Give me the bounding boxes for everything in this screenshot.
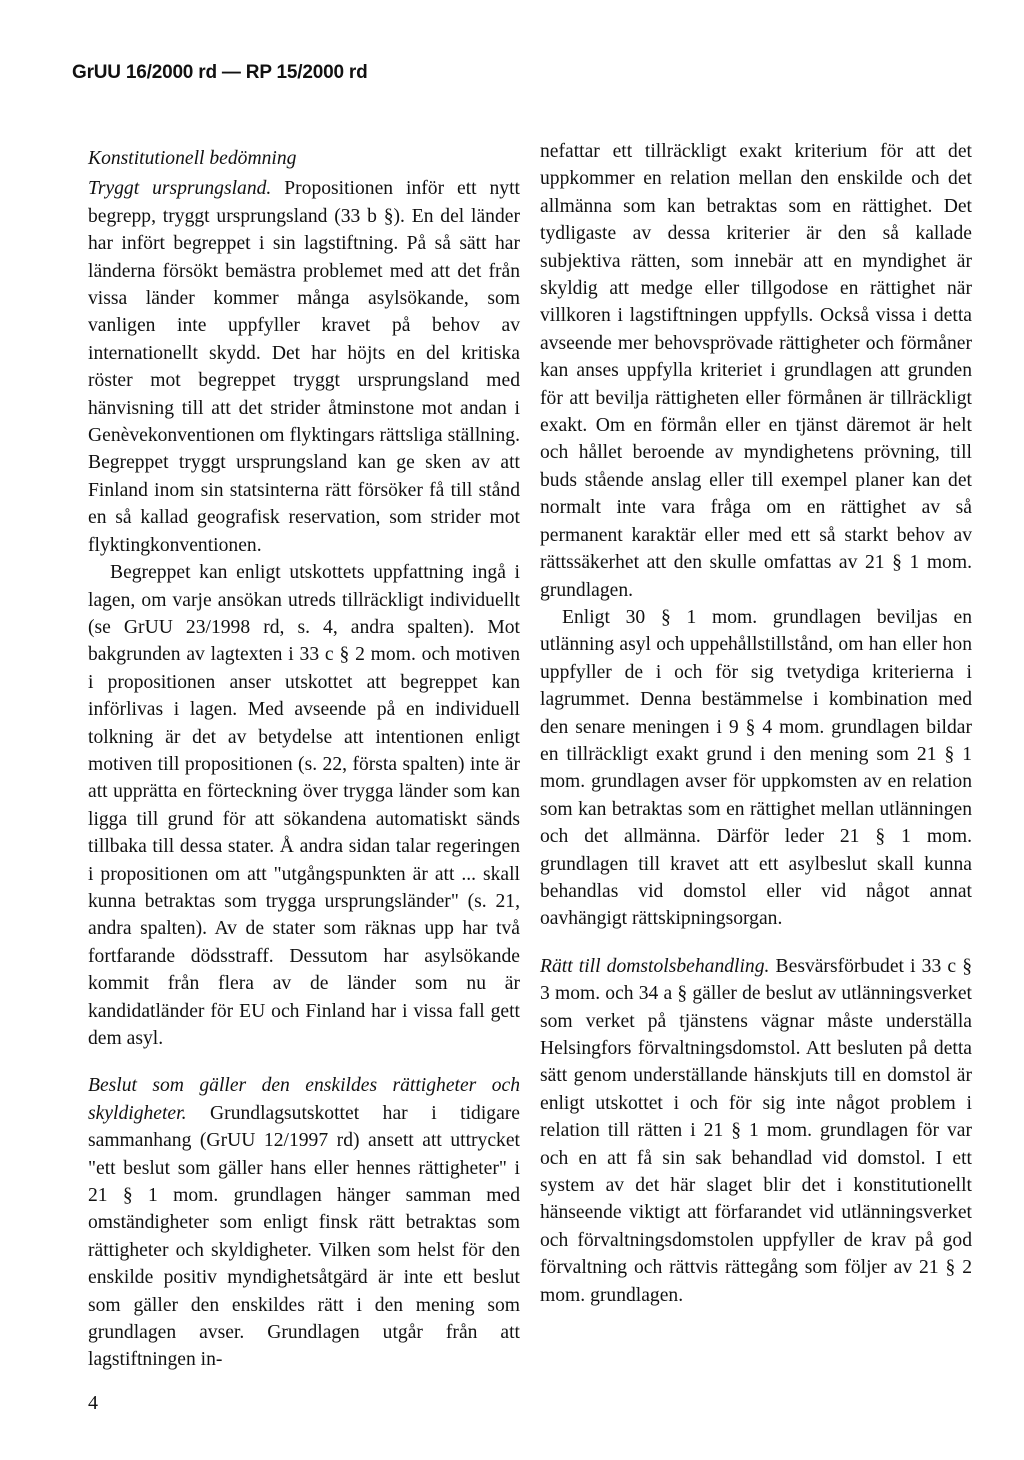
paragraph-tryggt-ursprungsland <box>88 175 520 559</box>
paragraph-continuation: nefattar ett tillräckligt exakt kriterium för att det uppkommer en relation mellan den enskilde och det allmänna som kan betraktas som en rättighet. Det tydligaste av dessa kriterier är den så kallade subjektiva rätten, som innebär att en myndighet är skyldig att medge eller tillgodose en rättighet när villkoren i lagstiftningen uppfylls. Också vissa i detta avseende mer behovsprövade rättigheter och förmåner kan anses uppfylla kriteriet i grundlagen att grunden för att bevilja rättigheten eller förmånen är tillräckligt exakt. Om en förmån eller en tjänst däremot är helt och hållet beroende av myndighetens prövning, till buds stående anslag eller till exempel planer kan det normalt inte vara fråga om en rättighet av så permanent karaktär eller med ett så starkt behov av rättssäkerhet att den skulle omfattas av 21 § 1 mom. grundlagen. <box>540 141 972 601</box>
run-in-heading: Tryggt ursprungsland. <box>88 178 272 200</box>
right-column <box>540 138 972 1309</box>
paragraph-ratt-till-domstol <box>540 953 972 1309</box>
page-number: 4 <box>88 1392 98 1414</box>
paragraph-text: Grundlagsutskottet har i tidigare sammanhang (GrUU 12/1997 rd) ansett att uttrycket "ett beslut som gäller hans eller hennes rättigheter" i 21 § 1 mom. grundlagen hänger samman med omständigheter som enligt finsk rätt betraktas som rättigheter och skyldigheter. Vilken som helst för den enskilde positiv myndighetsåtgärd är inte ett beslut som gäller den enskildes rätt i den mening som grundlagen avser. Grundlagen utgår från att lagstiftningen in- <box>88 1102 520 1371</box>
left-column <box>88 145 520 1374</box>
running-header: GrUU 16/2000 rd — RP 15/2000 rd <box>72 62 368 83</box>
run-in-heading: Rätt till domstolsbehandling. <box>540 955 770 977</box>
paragraph-text: Propositionen inför ett nytt begrepp, tryggt ursprungsland (33 b §). En del länder har infört begreppet i sin lagstiftning. På så sätt har länderna försökt bemästra problemet med att det från vissa länder kommer många asylsökande, som vanligen inte uppfyller kravet på behov av internationellt skydd. Det har höjts en del kritiska röster mot begreppet tryggt ursprungsland med hänvisning till att det strider åtminstone mot andan i Genèvekonventionen om flyktingars rättsliga ställning. Begreppet tryggt ursprungsland kan ge sken av att Finland inom sin statsinterna rätt försöker få till stånd en så kallad geografisk reservation, som strider mot flyktingkonventionen. <box>88 178 520 556</box>
section-title: Konstitutionell bedömning <box>88 148 297 169</box>
paragraph-text: Besvärsförbudet i 33 c § 3 mom. och 34 a § gäller de beslut av utlänningsverket som verket på tjänstens vägnar måste underställa Helsingfors förvaltningsdomstol. Att besluten på detta sätt genom underställande hänskjuts till en domstol är enligt utskottet i och för sig inte något problem i relation till rätten i 21 § 1 mom. grundlagen för var och en att få sin sak behandlad vid domstol. I ett system av det här slaget blir det i konstitutionellt hänseende viktigt att förfarandet vid utlänningsverket och förvaltningsdomstolen uppfyller de krav på god förvaltning och rättvis rättegång som följer av 21 § 2 mom. grundlagen. <box>540 955 972 1306</box>
paragraph-beslut <box>88 1072 520 1373</box>
paragraph-begreppet: Begreppet kan enligt utskottets uppfattning ingå i lagen, om varje ansökan utreds tillräckligt individuellt (se GrUU 23/1998 rd, s. 4, andra spalten). Mot bakgrunden av lagtexten i 33 c § 2 mom. och motiven i propositionen anser utskottet att begreppet kan införlivas i lagen. Med avseende på en individuell tolkning är det av betydelse att intentionen enligt motiven till propositionen (s. 22, första spalten) inte är att upprätta en förteckning över trygga länder som kan ligga till grund för att sökandena automatiskt sänds tillbaka till dessa stater. Å andra sidan talar regeringen i propositionen om att "utgångspunkten är att ... skall kunna betraktas som trygga ursprungsländer" (s. 21, andra spalten). Av de stater som räknas upp har två fortfarande dödsstraff. Dessutom har asylsökande kommit från flera av de länder som nu är kandidatländer för EU och Finland har i vissa fall gett dem asyl. <box>88 562 520 1049</box>
paragraph-enligt-30: Enligt 30 § 1 mom. grundlagen beviljas en utlänning asyl och uppehållstillstånd, om han eller hon uppfyller de i och för sig tvetydiga kriterierna i lagrummet. Denna bestämmelse i kombination med den senare meningen i 9 § 4 mom. grundlagen bildar en tillräckligt exakt grund i den mening som 21 § 1 mom. grundlagen avser för uppkomsten av en relation som kan betraktas som en rättighet mellan utlänningen och det allmänna. Därför leder 21 § 1 mom. grundlagen till kravet att ett asylbeslut skall kunna behandlas vid domstol eller vid något annat oavhängigt rättskipningsorgan. <box>540 606 972 930</box>
run-in-heading: Beslut som gäller den enskildes rättigheter och skyldigheter. <box>88 1075 520 1124</box>
